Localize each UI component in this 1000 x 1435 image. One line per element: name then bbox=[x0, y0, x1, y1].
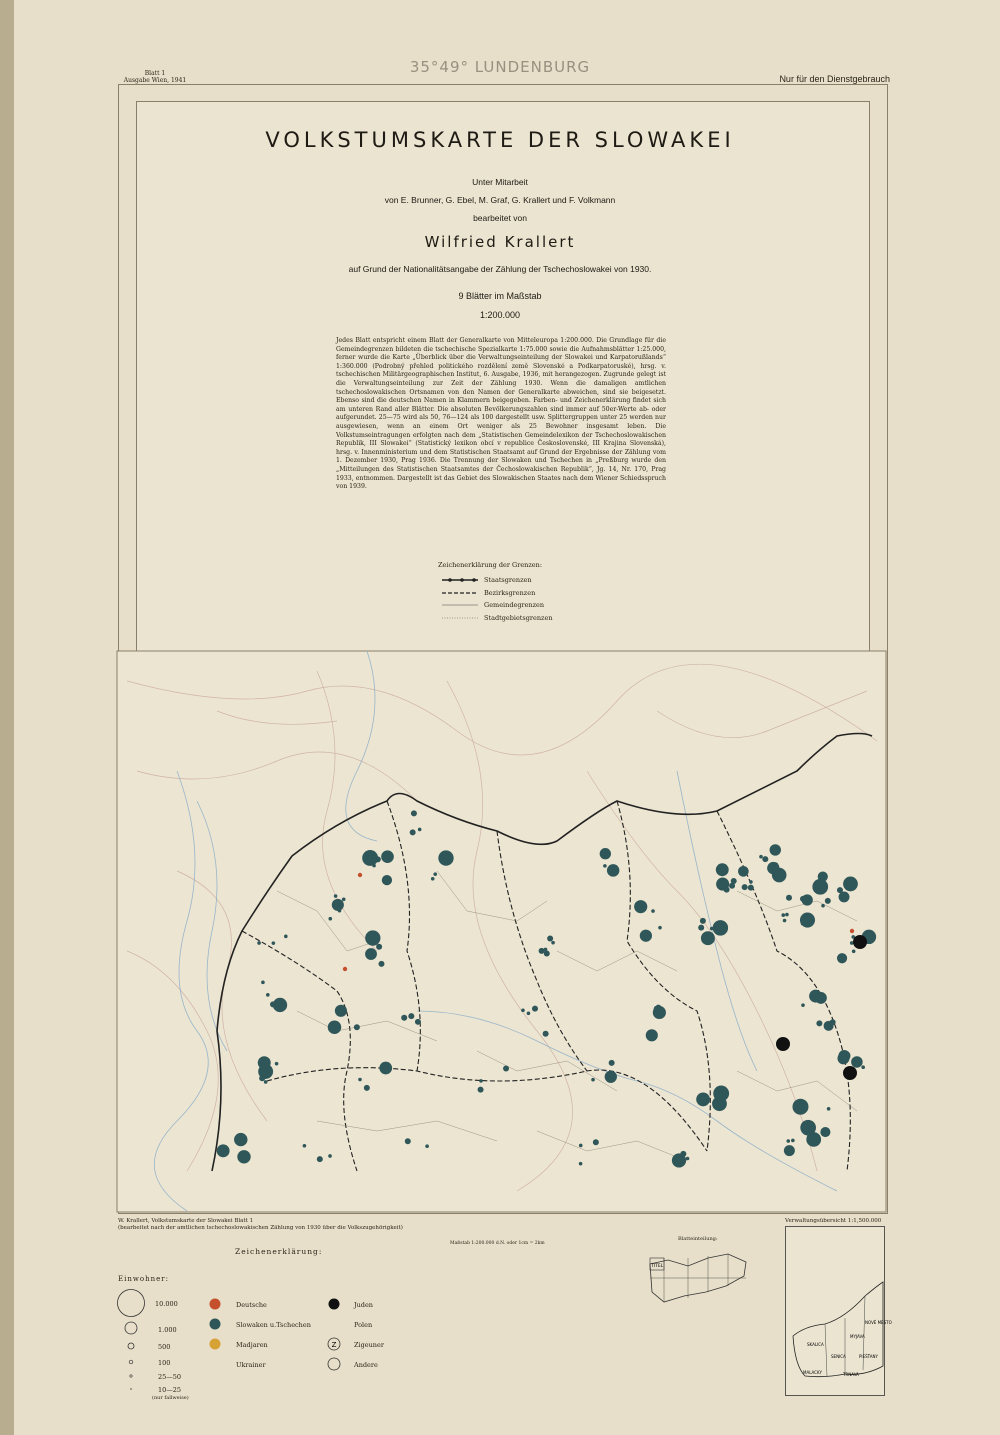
settlement-dot bbox=[716, 863, 729, 876]
settlement-dot bbox=[365, 948, 377, 960]
sheet-name: 35°49° LUNDENBURG bbox=[409, 58, 591, 76]
settlement-dot bbox=[479, 1079, 483, 1083]
settlement-dot bbox=[591, 1078, 595, 1082]
settlement-dot bbox=[381, 850, 394, 863]
settlement-dot bbox=[376, 944, 382, 950]
settlement-dot bbox=[264, 1080, 268, 1084]
nationality-symbols-b bbox=[324, 1296, 344, 1376]
size-500-label: 500 bbox=[158, 1343, 171, 1351]
settlement-dot bbox=[762, 856, 768, 862]
collaborators: von E. Brunner, G. Ebel, M. Graf, G. Krallert und F. Volkmann bbox=[384, 195, 616, 205]
overview-label-senica: SENICA bbox=[831, 1354, 846, 1359]
settlement-dot bbox=[532, 1006, 538, 1012]
border-legend-municipal bbox=[440, 599, 553, 612]
settlement-dot bbox=[800, 913, 815, 928]
settlement-dot bbox=[837, 1052, 849, 1064]
author-name: Wilfried Krallert bbox=[424, 233, 576, 251]
settlement-dot bbox=[415, 1019, 421, 1025]
settlement-dot bbox=[328, 1021, 342, 1035]
border-legend-title: Zeichenerklärung der Grenzen: bbox=[438, 561, 543, 569]
settlement-dot bbox=[593, 1139, 599, 1145]
settlement-dot bbox=[696, 1093, 710, 1107]
size-100-symbol bbox=[129, 1360, 133, 1364]
overview-label-malacky: MALACKY bbox=[803, 1370, 822, 1375]
settlement-dot bbox=[257, 941, 261, 945]
sheet-count: 9 Blätter im Maßstab bbox=[458, 291, 542, 301]
settlement-dot bbox=[579, 1144, 583, 1148]
settlement-dot bbox=[358, 1078, 362, 1082]
settlement-dot bbox=[748, 885, 754, 891]
settlement-dot bbox=[303, 1144, 307, 1148]
roma-symbol-letter: Z bbox=[331, 1341, 337, 1349]
settlement-dot bbox=[408, 1013, 414, 1019]
settlement-dot bbox=[521, 1008, 525, 1012]
settlement-dot bbox=[827, 1107, 831, 1111]
settlement-dot bbox=[600, 848, 611, 859]
settlement-dot bbox=[658, 926, 662, 930]
other-label: Andere bbox=[354, 1361, 378, 1369]
population-label: Einwohner: bbox=[118, 1275, 169, 1283]
sheet-number: Blatt 1 bbox=[144, 70, 166, 77]
settlement-dot bbox=[258, 1056, 271, 1069]
settlement-dot bbox=[334, 894, 338, 898]
settlement-dot bbox=[786, 1139, 790, 1143]
settlement-dot bbox=[354, 1024, 360, 1030]
settlement-dot bbox=[852, 949, 856, 953]
settlement-dot bbox=[713, 1086, 729, 1102]
settlement-dot bbox=[861, 1065, 865, 1069]
settlement-dot bbox=[818, 872, 828, 882]
settlement-dot bbox=[362, 850, 378, 866]
settlement-dot bbox=[234, 1133, 247, 1146]
settlement-dot bbox=[273, 998, 287, 1012]
settlement-dot bbox=[607, 864, 619, 876]
size-partial-note: (nur fallweise) bbox=[152, 1395, 189, 1401]
admin-overview-map bbox=[785, 1226, 892, 1396]
hungarian-label: Madjaren bbox=[236, 1341, 268, 1349]
district-border-symbol bbox=[440, 589, 480, 597]
settlement-dot bbox=[544, 950, 550, 956]
settlement-dot-jewish bbox=[853, 935, 867, 949]
settlement-dot bbox=[825, 898, 831, 904]
settlement-dot bbox=[217, 1144, 230, 1157]
state-border-label: Staatsgrenzen bbox=[484, 576, 532, 585]
overview-label-novemesto: NOVÉ MESTO bbox=[865, 1320, 892, 1325]
ukrainian-label: Ukrainer bbox=[236, 1361, 266, 1369]
restriction-note: Nur für den Dienstgebrauch bbox=[779, 74, 890, 84]
settlement-dot bbox=[539, 948, 545, 954]
district-border-label: Bezirksgrenzen bbox=[484, 588, 536, 597]
slovak-czech-symbol bbox=[210, 1319, 221, 1330]
settlement-dot bbox=[686, 1157, 690, 1161]
settlement-dot bbox=[364, 1085, 370, 1091]
settlement-dot bbox=[806, 1132, 821, 1147]
settlement-dot bbox=[792, 1099, 808, 1115]
overview-label-piestany: PIEŠŤANY bbox=[859, 1354, 878, 1359]
settlement-dot bbox=[821, 904, 825, 908]
settlement-dot bbox=[646, 1029, 658, 1041]
settlement-dot bbox=[724, 887, 730, 893]
size-10000-label: 10.000 bbox=[155, 1300, 178, 1308]
settlement-dot bbox=[729, 883, 735, 889]
settlement-dot-german bbox=[850, 929, 854, 933]
settlement-dot bbox=[759, 855, 763, 859]
roma-label: Zigeuner bbox=[354, 1341, 384, 1349]
edited-by: bearbeitet von bbox=[473, 213, 527, 223]
size-25-50-label: 25—50 bbox=[158, 1373, 182, 1381]
overview-label-skalica: SKALICA bbox=[807, 1342, 824, 1347]
settlement-dot bbox=[785, 913, 789, 917]
settlement-dot bbox=[791, 1139, 795, 1143]
settlement-dot bbox=[431, 877, 435, 881]
settlement-dot bbox=[749, 880, 753, 884]
settlement-dot bbox=[767, 862, 779, 874]
settlement-dot bbox=[698, 925, 704, 931]
settlement-dot bbox=[272, 941, 276, 945]
jewish-label: Juden bbox=[354, 1301, 373, 1309]
legend-title: Zeichenerklärung: bbox=[235, 1247, 323, 1256]
settlement-dot bbox=[328, 1154, 332, 1158]
settlement-dot bbox=[342, 897, 346, 901]
size-10000-symbol bbox=[118, 1290, 145, 1317]
border-legend-state bbox=[440, 574, 553, 587]
settlement-dot bbox=[816, 1020, 822, 1026]
settlement-dot bbox=[261, 981, 265, 985]
settlement-dot bbox=[781, 913, 785, 917]
settlement-dot bbox=[547, 935, 553, 941]
settlement-dot bbox=[634, 900, 647, 913]
settlement-dot bbox=[382, 875, 392, 885]
settlement-dot bbox=[411, 810, 417, 816]
settlement-dot bbox=[332, 899, 344, 911]
settlement-dot bbox=[605, 1071, 617, 1083]
settlement-dot bbox=[710, 927, 714, 931]
settlement-dot bbox=[365, 930, 380, 945]
settlement-dot bbox=[701, 931, 715, 945]
settlement-dot-jewish bbox=[843, 1066, 857, 1080]
settlement-dot bbox=[379, 1062, 392, 1075]
settlement-dot bbox=[800, 896, 806, 902]
german-symbol bbox=[210, 1299, 221, 1310]
size-10-25-symbol bbox=[130, 1388, 131, 1389]
slovak-czech-label: Slowaken u.Tschechen bbox=[236, 1321, 311, 1329]
hungarian-symbol bbox=[210, 1339, 221, 1350]
settlement-dot bbox=[418, 828, 422, 832]
size-25-50-symbol bbox=[130, 1375, 132, 1377]
sheet-index-title: TITEL bbox=[651, 1264, 664, 1269]
size-1000-label: 1.000 bbox=[158, 1326, 177, 1334]
collab-label: Unter Mitarbeit bbox=[472, 177, 528, 187]
settlement-dot bbox=[378, 961, 384, 967]
settlement-dot bbox=[824, 1021, 834, 1031]
settlement-dot bbox=[770, 844, 781, 855]
settlement-dot bbox=[654, 1006, 660, 1012]
settlement-dot bbox=[851, 1056, 863, 1068]
settlement-dot bbox=[425, 1144, 429, 1148]
settlement-dot bbox=[259, 1075, 265, 1081]
settlement-dot bbox=[786, 895, 792, 901]
description-paragraph: Jedes Blatt entspricht einem Blatt der Generalkarte von Mitteleuropa 1:200.000. Die Grundlage für die Gemeindegrenzen bildeten die tschechische Spezialkarte 1:75.000 sowie die Aufnahmsblätter 1:25.000, ferner wurde die Karte „Überblick über die Verwaltungseinteilung der Slowakei und Karpatorußlands“ 1:360.000 (Podrobný přehled politického rozdělení země Slovenské a Podkarpatoruské), hrsg. v. tschechischen Militärgeographischen Institut, 6. Ausgabe, 1936, mit herangezogen. Zugrunde gelegt ist die Verwaltungseinteilung zur Zeit der Zählung 1930. Wenn die damaligen amtlichen tschechoslowakischen Ortsnamen von den Namen der Generalkarte abweichen, sind sie beigesetzt. Ebenso sind die deutschen Namen in Klammern beigegeben. Farben- und Zeichenerklärung findet sich am unteren Rand aller Blätter. Die absoluten Bevölkerungszahlen sind immer auf 50er-Werte ab- oder aufgerundet. 25—75 wird als 50, 76—124 als 100 dargestellt usw. Splittergruppen unter 25 werden nur ausgewiesen, wenn an einem Ort weniger als 25 Bewohner insgesamt leben. Die Volkstumseintragungen erfolgten nach dem „Statistischen Gemeindelexikon der Tschechoslowakischen Republik, III Slowakei“ (Statistický lexikon obcí v republice Československé, III Krajina Slovenská), hrsg. v. Innenministerium und dem Statistischen Staatsamt auf Grund der Ergebnisse der Zählung vom 1. Dezember 1930, Prag 1936. Die Trennung der Slowaken und Tschechen in „Preßburg wurde den „Mitteilungen des Statistischen Staatsamtes der Čechoslowakischen Republik“, Jg. 14, Nr. 170, Prag 1933, entnommen. Dargestellt ist das Gebiet des Slowakischen Staates nach dem Wiener Schiedsspruch von 1939. bbox=[336, 337, 666, 491]
border-legend-city bbox=[440, 612, 553, 625]
settlement-dot bbox=[433, 872, 437, 876]
settlement-dot bbox=[603, 864, 607, 868]
size-500-symbol bbox=[128, 1343, 134, 1349]
settlement-dot bbox=[609, 1060, 615, 1066]
settlement-dot bbox=[438, 850, 453, 865]
city-border-symbol bbox=[440, 614, 480, 622]
overview-label-trnava: TRNAVA bbox=[843, 1372, 859, 1377]
overview-label-myjava: MYJAVA bbox=[850, 1334, 865, 1339]
municipal-border-label: Gemeindegrenzen bbox=[484, 601, 545, 610]
settlement-dot bbox=[328, 917, 332, 921]
settlement-dot bbox=[738, 866, 749, 877]
citation-line: W. Krallert, Volkstumskarte der Slowakei Blatt 1 bbox=[118, 1218, 254, 1224]
settlement-dot bbox=[742, 884, 748, 890]
settlement-dot bbox=[410, 829, 416, 835]
settlement-dot bbox=[815, 992, 827, 1004]
settlement-dot bbox=[651, 909, 655, 913]
settlement-dot bbox=[266, 993, 270, 997]
german-label: Deutsche bbox=[236, 1301, 267, 1309]
border-legend bbox=[440, 561, 553, 624]
city-border-label: Stadtgebietsgrenzen bbox=[484, 613, 553, 622]
citation-note: (bearbeitet nach der amtlichen tschechoslowakischen Zählung von 1930 über die Volkszugehörigkeit) bbox=[118, 1225, 403, 1231]
settlement-dot bbox=[544, 948, 548, 952]
settlement-dot bbox=[713, 920, 728, 935]
settlement-dot bbox=[801, 1003, 805, 1007]
settlement-dot bbox=[237, 1150, 250, 1163]
settlement-dot bbox=[284, 935, 288, 939]
map-title: VOLKSTUMSKARTE DER SLOWAKEI bbox=[265, 128, 735, 152]
settlement-dot bbox=[783, 919, 787, 923]
sheet-index-label: Blatteinteilung: bbox=[678, 1236, 718, 1242]
settlement-dot bbox=[543, 1031, 549, 1037]
sheet-index-map bbox=[648, 1252, 748, 1312]
border-legend-district bbox=[440, 587, 553, 600]
settlement-dot bbox=[527, 1012, 531, 1016]
settlement-dot bbox=[405, 1138, 411, 1144]
settlement-dot bbox=[680, 1151, 686, 1157]
settlement-dot bbox=[478, 1087, 484, 1093]
size-100-label: 100 bbox=[158, 1359, 171, 1367]
overview-label: Verwaltungsübersicht 1:1,500.000 bbox=[785, 1218, 882, 1224]
polish-label: Polen bbox=[354, 1321, 373, 1329]
settlement-dot bbox=[551, 941, 555, 945]
settlement-dot bbox=[812, 879, 828, 895]
settlement-dot bbox=[820, 1127, 830, 1137]
municipal-border-symbol bbox=[440, 601, 480, 609]
settlement-dot bbox=[640, 930, 652, 942]
settlement-dot bbox=[837, 953, 847, 963]
settlement-dot bbox=[401, 1015, 407, 1021]
settlement-dot bbox=[846, 877, 852, 883]
size-10-25-label: 10—25 bbox=[158, 1386, 182, 1394]
map-scale: 1:200.000 bbox=[479, 310, 521, 320]
settlement-dot bbox=[839, 891, 850, 902]
settlement-dot bbox=[503, 1066, 509, 1072]
data-basis: auf Grund der Nationalitätsangabe der Zählung der Tschechoslowakei von 1930. bbox=[348, 264, 652, 274]
settlement-dot bbox=[579, 1162, 583, 1166]
settlement-dot bbox=[335, 1005, 347, 1017]
other-symbol bbox=[328, 1358, 340, 1370]
edition-label: Ausgabe Wien, 1941 bbox=[123, 77, 187, 84]
jewish-symbol bbox=[329, 1299, 340, 1310]
state-border-symbol bbox=[440, 576, 480, 584]
map-area bbox=[117, 651, 886, 1212]
settlement-dot-german bbox=[358, 873, 362, 877]
settlement-dot bbox=[784, 1145, 795, 1156]
settlement-dot bbox=[700, 918, 706, 924]
settlement-dot bbox=[317, 1156, 323, 1162]
settlement-dot-german bbox=[343, 967, 347, 971]
scale-note: Maßstab 1:200.000 d.N. oder 1cm = 2km bbox=[450, 1241, 545, 1246]
nationality-symbols-a bbox=[205, 1296, 225, 1376]
size-1000-symbol bbox=[125, 1322, 137, 1334]
settlement-dot-jewish bbox=[776, 1037, 790, 1051]
footer-citation bbox=[118, 1218, 403, 1232]
settlement-dot bbox=[275, 1062, 279, 1066]
settlement-dot bbox=[850, 941, 854, 945]
